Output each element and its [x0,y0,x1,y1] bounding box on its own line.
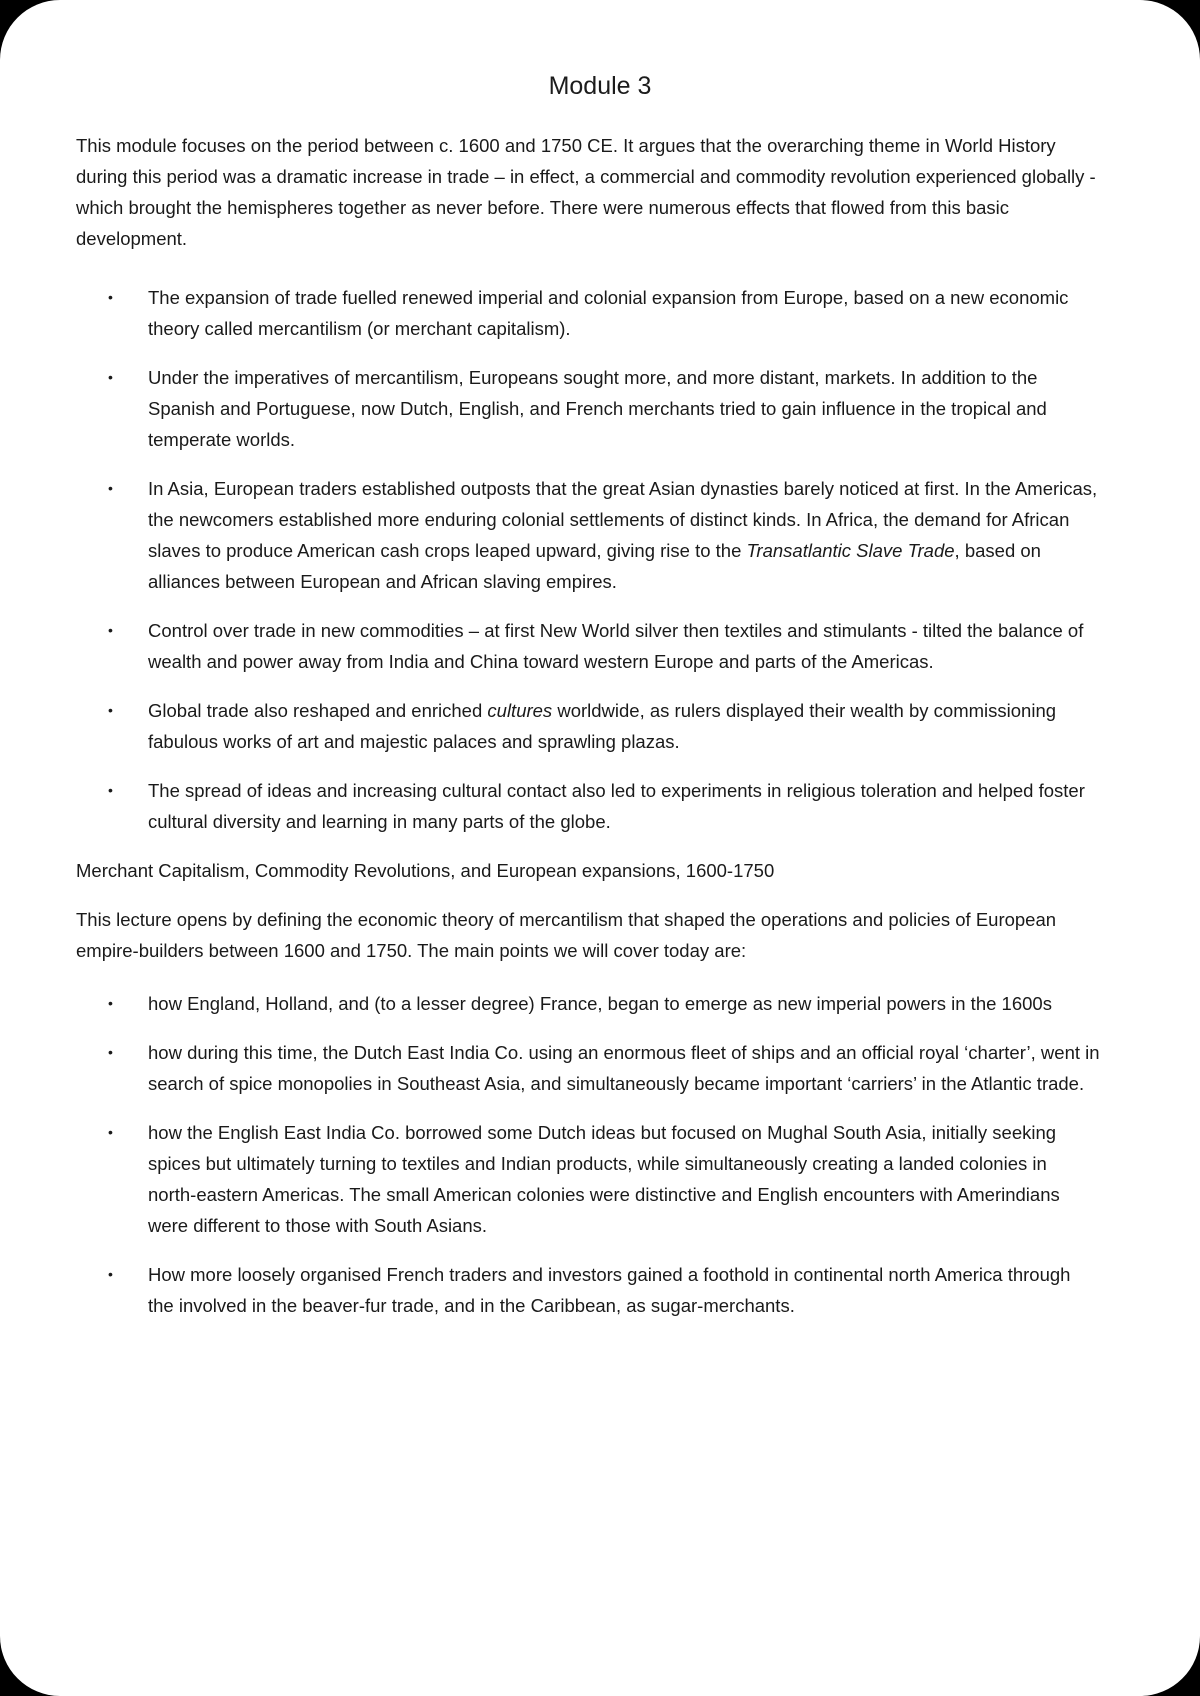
list-item [76,695,1100,757]
intro-paragraph: This module focuses on the period between c. 1600 and 1750 CE. It argues that the overarching theme in World History during this period was a dramatic increase in trade – in effect, a commercial and commodity revolution experienced globally - which brought the hemispheres together as never before. There were numerous effects that flowed from this basic development. [76,135,1096,249]
list-item-text: Under the imperatives of mercantilism, Europeans sought more, and more distant, markets. In addition to the Spanish and Portuguese, now Dutch, English, and French merchants tried to gain influence in the tropical and temperate worlds. [148,367,1047,450]
emphasis-text: Transatlantic Slave Trade [746,540,955,561]
list-item [76,362,1100,455]
bullet-icon: • [108,1044,113,1060]
list-item-text: how the English East India Co. borrowed some Dutch ideas but focused on Mughal South Asia, initially seeking spices but ultimately turning to textiles and Indian products, while simultaneously creating a landed colonies in north-eastern Americas. The small American colonies were distinctive and English encounters with Amerindians were different to those with South Asians. [148,1122,1060,1236]
lecture-points-list [76,988,1100,1321]
list-item [76,473,1100,597]
list-item [76,282,1100,344]
page-title: Module 3 [548,72,652,100]
list-item-text: Control over trade in new commodities – at first New World silver then textiles and stimulants - tilted the balance of wealth and power away from India and China toward western Europe and parts of the Americas. [148,620,1084,672]
list-item-text: Global trade also reshaped and enriched [148,700,483,721]
bullet-icon: • [108,702,113,718]
list-item [76,1037,1100,1099]
bullet-icon: • [108,1266,113,1282]
bullet-icon: • [108,1124,113,1140]
bullet-icon: • [108,369,113,385]
bullet-icon: • [108,782,113,798]
bullet-icon: • [108,995,113,1011]
list-item [76,1117,1100,1241]
bullet-icon: • [108,622,113,638]
list-item [76,775,1100,837]
list-item-text: The spread of ideas and increasing cultural contact also led to experiments in religious toleration and helped foster cultural diversity and learning in many parts of the globe. [148,780,1085,832]
list-item-text: How more loosely organised French traders and investors gained a foothold in continental north America through the involved in the beaver-fur trade, and in the Caribbean, as sugar-merchants. [148,1264,1071,1316]
list-item [76,615,1100,677]
section-heading: Merchant Capitalism, Commodity Revolutions, and European expansions, 1600-1750 [76,860,775,881]
list-item [76,1259,1100,1321]
lecture-intro-paragraph: This lecture opens by defining the economic theory of mercantilism that shaped the operations and policies of European empire-builders between 1600 and 1750. The main points we will cover today are: [76,909,1057,961]
document-body [76,130,1100,1339]
emphasis-text: cultures [487,700,553,721]
list-item-text: worldwide, as rulers displayed their wealth by commissioning fabulous works of art and majestic palaces and sprawling plazas. [148,700,1057,752]
list-item-text: In Asia, European traders established outposts that the great Asian dynasties barely noticed at first. In the Americas, the newcomers established more enduring colonial settlements of distinct kinds. In Africa, the demand for African slaves to produce American cash crops leaped upward, giving rise to the [148,478,1098,561]
list-item-text: how England, Holland, and (to a lesser degree) France, began to emerge as new imperial powers in the 1600s [148,993,1052,1014]
module-points-list [76,282,1100,837]
list-item-text: how during this time, the Dutch East India Co. using an enormous fleet of ships and an official royal ‘charter’, went in search of spice monopolies in Southeast Asia, and simultaneously became important ‘carriers’ in the Atlantic trade. [148,1042,1100,1094]
bullet-icon: • [108,289,113,305]
list-item [76,988,1100,1019]
list-item-text: The expansion of trade fuelled renewed imperial and colonial expansion from Europe, based on a new economic theory called mercantilism (or merchant capitalism). [148,287,1069,339]
bullet-icon: • [108,480,113,496]
list-item-text: , based on alliances between European and African slaving empires. [148,540,1041,592]
